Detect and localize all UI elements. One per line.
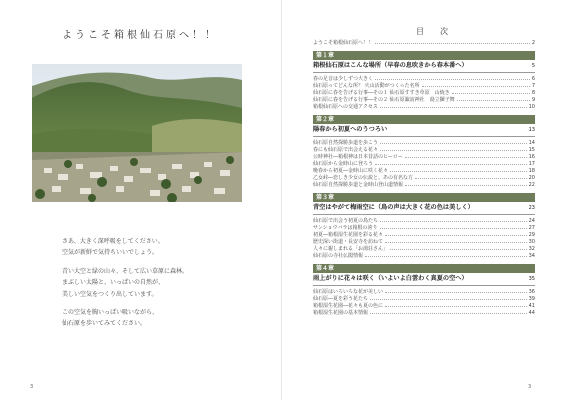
chapter-heading-page: 5	[531, 63, 535, 69]
toc-entry-page: 36	[528, 289, 535, 295]
leader-dots	[422, 86, 530, 87]
chapter-badge: 第１章	[313, 51, 535, 60]
toc-entry[interactable]	[313, 104, 535, 111]
toc-entry-title: 箱根湿生花園―花々も夏の色に	[313, 303, 384, 309]
leader-dots	[385, 292, 527, 293]
toc-entry-title: 箱根仙石原への交通アクセス	[313, 104, 378, 110]
toc-entry[interactable]	[313, 83, 535, 90]
toc-entry-title: 春にも仙石原で出会える花々	[313, 147, 379, 153]
toc-entry-title: 仙石原に春を告げる行事―その２ 仙石原諏訪神社 湯立獅子舞	[313, 97, 455, 103]
chapter-heading-title: 陽春から初夏へのうつろい	[313, 126, 388, 133]
leader-dots	[375, 164, 527, 165]
toc-entry-page: 8	[531, 90, 535, 96]
toc-entry-page: 10	[528, 104, 535, 110]
toc-entry[interactable]	[313, 253, 535, 260]
toc-entry-page: 29	[528, 232, 535, 238]
page-number-right: 3	[528, 384, 532, 390]
leader-dots	[380, 150, 527, 151]
leader-dots	[405, 185, 527, 186]
chapter-heading[interactable]	[313, 124, 535, 137]
toc-entry-page: 7	[531, 83, 535, 89]
leader-dots	[415, 178, 527, 179]
leader-dots	[365, 256, 527, 257]
leader-dots	[370, 299, 527, 300]
toc-entry-title: 仙石原の寺社仏閣情報	[313, 253, 364, 259]
chapter-badge: 第３章	[313, 193, 535, 202]
toc-entry-title: 仙石原に春を告げる行事―その１ 仙石原すすき草原 山焼き	[313, 90, 450, 96]
toc-entry[interactable]	[313, 140, 535, 147]
toc-entry-title: 箱根湿生花園の基本情報	[313, 310, 369, 316]
intro-line: この空気を胸いっぱい吸いながら、	[62, 309, 159, 317]
landscape-photo	[32, 64, 242, 202]
toc-entry-title: 仙石原はいろいろな花が美しい	[313, 289, 384, 295]
paragraph-gap	[62, 259, 262, 266]
leader-dots	[370, 313, 527, 314]
chapter-heading[interactable]	[313, 273, 535, 286]
toc-entry-page: 34	[528, 253, 535, 259]
toc-entry[interactable]	[313, 239, 535, 246]
toc-entry[interactable]	[313, 232, 535, 239]
toc-entry[interactable]	[313, 246, 535, 253]
toc-entry-title: 仙石原自然探勝歩道を歩こう	[313, 140, 379, 146]
leader-dots	[390, 249, 527, 250]
toc-entry[interactable]	[313, 168, 535, 175]
leader-dots	[380, 221, 527, 222]
toc-entry[interactable]	[313, 225, 535, 232]
toc-entry-title: 仙石原から金時山に登ろう	[313, 161, 374, 167]
toc-entry-page: 6	[531, 76, 535, 82]
toc-entry-page: 22	[528, 182, 535, 188]
leader-dots	[405, 157, 527, 158]
leader-dots	[375, 79, 530, 80]
leader-dots	[385, 242, 527, 243]
leader-dots	[452, 93, 530, 94]
toc-entry[interactable]	[313, 296, 535, 303]
page-gutter	[281, 0, 282, 400]
toc-entry[interactable]	[313, 97, 535, 104]
chapter-badge: 第４章	[313, 264, 535, 273]
leader-dots	[375, 43, 530, 44]
toc-entry-title: 晩春から初夏―金時山に咲く花々	[313, 168, 389, 174]
toc-entry[interactable]	[313, 303, 535, 310]
toc-entry-title: サンショウバラは箱根の誇り	[313, 225, 378, 231]
table-of-contents	[313, 40, 535, 317]
toc-title: 目 次	[416, 27, 452, 36]
chapter-heading-title: 青空はやがて梅雨空に（鳥の声は大きく花の色は美しく）	[313, 204, 474, 211]
toc-entry-page: 18	[528, 168, 535, 174]
toc-entry-title: 仙石原―夏を彩う花たち	[313, 296, 369, 302]
toc-entry[interactable]	[313, 182, 535, 189]
toc-entry-page: 30	[528, 239, 535, 245]
toc-entry-page: 2	[531, 40, 535, 46]
toc-entry[interactable]	[313, 289, 535, 296]
welcome-title: ようこそ箱根仙石原へ！！	[62, 30, 218, 41]
chapter-heading-page: 23	[528, 205, 535, 211]
intro-line: まぶしい太陽と、いっぱいの自然が、	[62, 279, 165, 287]
toc-entry-title: 仙石原で出会う初夏の鳥たち	[313, 218, 379, 224]
toc-entry[interactable]	[313, 76, 535, 83]
intro-line: 美しい空気をつくり出しています。	[62, 290, 158, 298]
toc-entry-page: 24	[528, 218, 535, 224]
leader-dots	[457, 100, 530, 101]
leader-dots	[380, 107, 527, 108]
toc-entry-title: ようこそ箱根仙石原へ！！	[313, 40, 374, 46]
toc-entry-page: 14	[528, 140, 535, 146]
chapter-heading-page: 35	[528, 276, 535, 282]
toc-entry-page: 44	[528, 310, 535, 316]
leader-dots	[385, 235, 527, 236]
toc-entry[interactable]	[313, 154, 535, 161]
toc-entry-title: 仙石原ってどんな所？ 火山活動がつくった名所	[313, 83, 420, 89]
toc-entry-page: 32	[528, 246, 535, 252]
chapter-heading[interactable]	[313, 202, 535, 215]
toc-entry-title: 仙石原自然探勝歩道と金時山登山道情報	[313, 182, 404, 188]
toc-entry-page: 17	[528, 161, 535, 167]
toc-entry[interactable]	[313, 90, 535, 97]
paragraph-gap	[62, 300, 262, 307]
chapter-heading[interactable]	[313, 60, 535, 73]
intro-line: 青い大空と緑の山々、そして広い草原に森林。	[62, 267, 189, 275]
toc-entry-page: 27	[528, 225, 535, 231]
toc-entry-title: 公時神社―箱根神は日本昔話のヒーロー	[313, 154, 403, 160]
toc-entry-page: 39	[528, 296, 535, 302]
intro-line: 仙石原を歩いてみてください。	[62, 320, 147, 328]
toc-entry-page: 20	[528, 175, 535, 181]
intro-text	[62, 236, 262, 330]
leader-dots	[380, 143, 527, 144]
toc-entry-title: 春の足音は少しずつ大きく	[313, 76, 374, 82]
toc-entry[interactable]	[313, 161, 535, 168]
toc-entry[interactable]	[313, 175, 535, 182]
toc-entry[interactable]	[313, 218, 535, 225]
toc-entry-title: 人々に親しまれる「お湯荘さん」	[313, 246, 389, 252]
chapter-badge: 第２章	[313, 115, 535, 124]
toc-entry-title: 乙女峠―恋しき少女の伝説と、あの有名な方	[313, 175, 414, 181]
intro-line: さあ、大きく深呼吸をしてください。	[62, 238, 164, 245]
chapter-heading-title: 雨上がりに花々は咲く（いよいよ白雲わく真夏の空へ）	[313, 275, 468, 282]
intro-line: 空気が新鮮で気持ちいいでしょう。	[62, 249, 159, 257]
toc-entry-page: 15	[528, 147, 535, 153]
leader-dots	[380, 228, 527, 229]
toc-entry[interactable]	[313, 310, 535, 317]
chapter-heading-page: 13	[528, 127, 535, 133]
toc-entry-page: 9	[531, 97, 535, 103]
toc-entry-page: 41	[528, 303, 535, 309]
toc-entry-title: 歴史深い街道・長安寺を訪ねて	[313, 239, 383, 245]
toc-entry[interactable]	[313, 40, 535, 47]
toc-entry-title: 初夏―箱根湿生花園を彩る花々	[313, 232, 384, 238]
toc-entry-page: 16	[528, 154, 535, 160]
leader-dots	[385, 306, 527, 307]
chapter-heading-title: 箱根仙石原はこんな場所（早春の息吹きから春本番へ）	[313, 62, 468, 69]
page-number-left: 3	[30, 384, 34, 390]
leader-dots	[390, 171, 527, 172]
toc-entry[interactable]	[313, 147, 535, 154]
